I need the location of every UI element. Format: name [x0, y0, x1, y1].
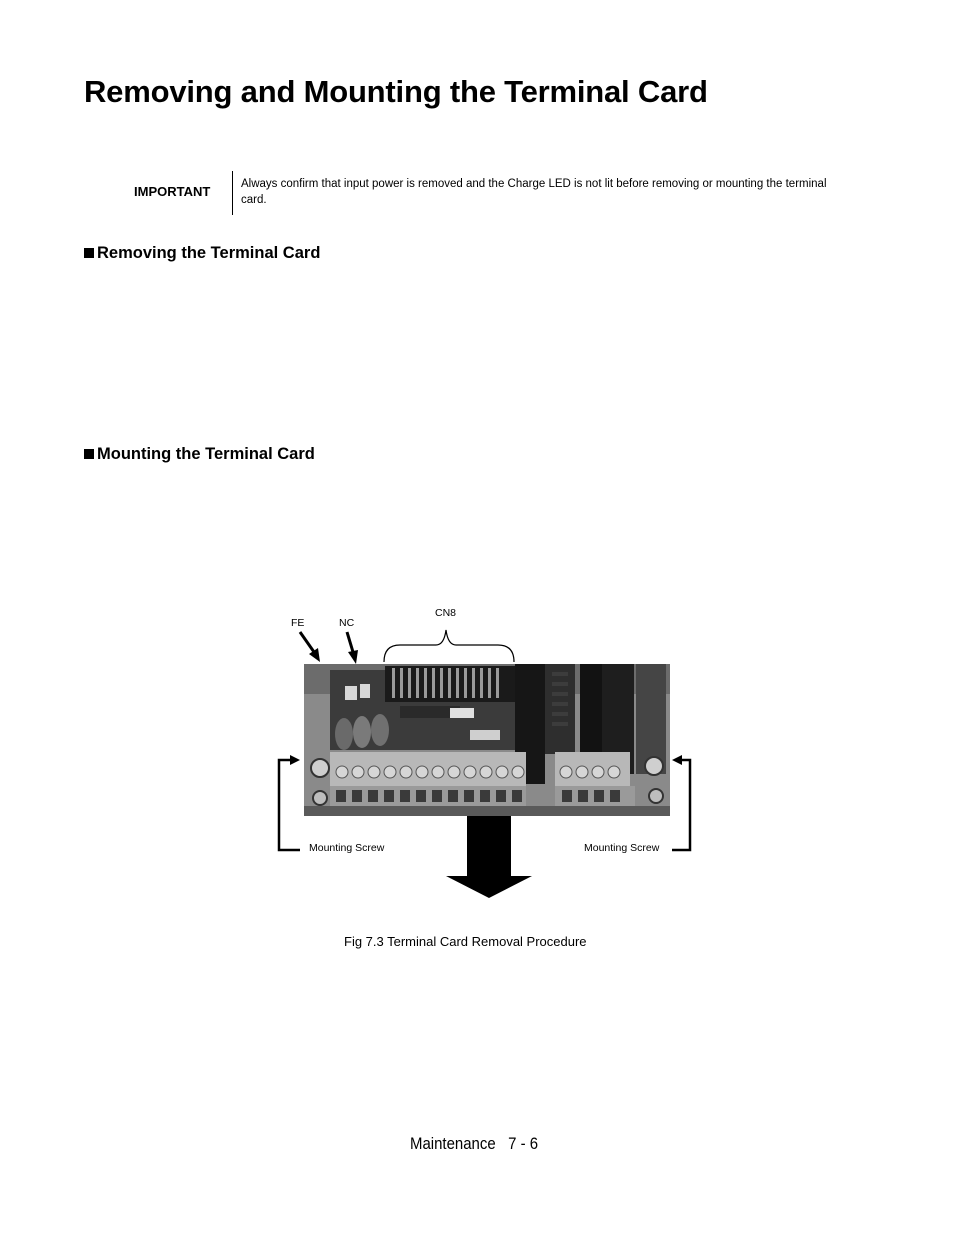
nc-label: NC	[339, 617, 355, 629]
mounting-screw-label-left: Mounting Screw	[309, 842, 385, 854]
cn8-brace-icon	[384, 630, 514, 662]
page-footer-text: Maintenance 7 - 6	[410, 1134, 539, 1153]
section-heading-mounting-text: Mounting the Terminal Card	[97, 445, 315, 463]
important-label: IMPORTANT	[134, 184, 211, 199]
important-text: Always confirm that input power is removed and the Charge LED is not lit before removing or mounting the terminal card.	[241, 178, 827, 206]
removal-direction-arrow-icon	[446, 816, 532, 898]
nc-arrow-icon	[347, 632, 358, 664]
left-bracket-arrow-icon	[279, 755, 300, 850]
figure-caption: Fig 7.3 Terminal Card Removal Procedure	[344, 934, 587, 949]
page-title: Removing and Mounting the Terminal Card	[84, 74, 708, 109]
page-footer	[410, 1134, 538, 1154]
right-bracket-arrow-icon	[672, 755, 690, 850]
mounting-screw-label-right: Mounting Screw	[584, 842, 660, 854]
cn8-label: CN8	[435, 607, 457, 619]
section-heading-removing-text: Removing the Terminal Card	[97, 244, 321, 262]
right-mounting-screw-icon	[645, 757, 663, 775]
terminal-card-photo	[304, 664, 670, 816]
fe-label: FE	[291, 617, 305, 629]
left-mounting-screw-icon	[311, 759, 329, 777]
fe-arrow-icon	[300, 632, 320, 662]
